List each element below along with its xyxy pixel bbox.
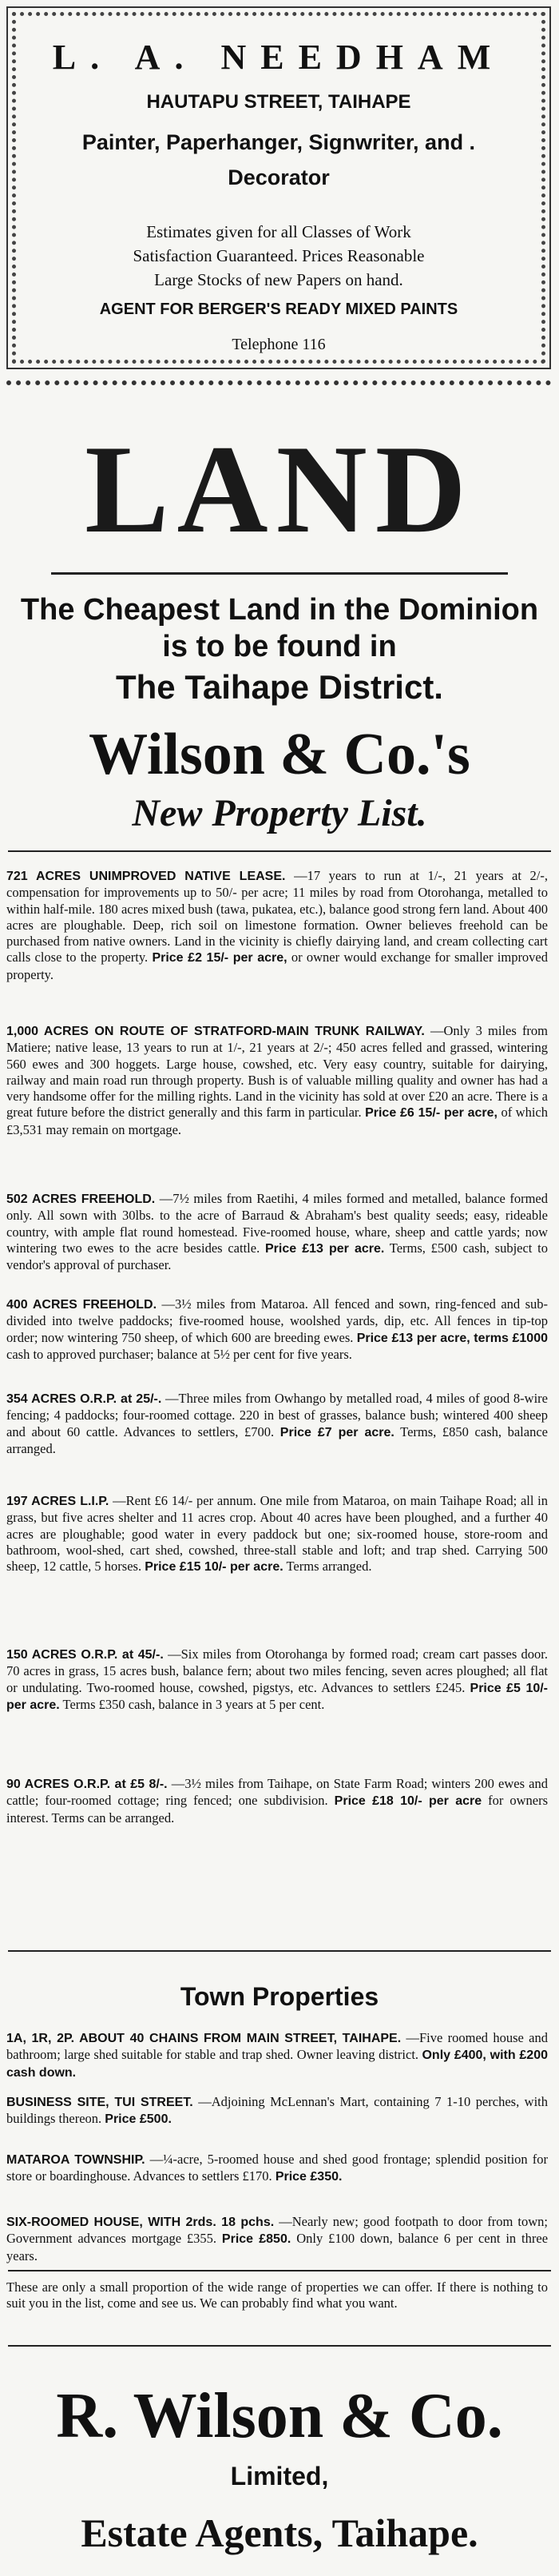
listing-terms: Terms £350 cash, balance in 3 years at 5 per cent.	[62, 1696, 325, 1712]
listing-terms: Terms, £850 cash, balance arranged.	[6, 1423, 548, 1456]
listing-heading: 1A, 1R, 2P. ABOUT 40 CHAINS FROM MAIN STREET, TAIHAPE.	[6, 2032, 402, 2045]
property-listing	[6, 1493, 548, 1575]
section-rule	[8, 2345, 551, 2347]
property-listing	[6, 1391, 548, 1457]
ad-divider	[6, 380, 551, 385]
wilson-firm-heading: Wilson & Co.'s	[89, 722, 470, 787]
needham-advertisement	[6, 6, 551, 369]
land-headline: LAND	[85, 420, 474, 559]
subhead-line1: The Cheapest Land in the Dominion	[20, 593, 539, 627]
listing-heading: 90 ACRES O.R.P. at £5 8/-.	[6, 1778, 168, 1791]
needham-telephone: Telephone 116	[232, 336, 326, 353]
property-listing	[6, 1296, 548, 1363]
cheapest-land-subhead	[0, 591, 559, 665]
listing-heading: 354 ACRES O.R.P. at 25/-.	[6, 1392, 162, 1406]
property-listing	[6, 1191, 548, 1273]
needham-street: HAUTAPU STREET, TAIHAPE	[146, 91, 411, 113]
listing-price: Price £13 per acre, terms £1000	[356, 1331, 548, 1345]
listing-heading: 502 ACRES FREEHOLD.	[6, 1192, 156, 1206]
footer-tagline: Estate Agents, Taihape.	[81, 2510, 478, 2555]
town-listing	[6, 2214, 548, 2264]
listing-heading: SIX-ROOMED HOUSE, WITH 2rds. 18 pchs.	[6, 2216, 275, 2229]
listing-text: —Adjoining McLennan's Mart, containing 7 1-10 perches, with buildings thereon.	[6, 2094, 549, 2127]
needham-stocks: Large Stocks of new Papers on hand.	[154, 270, 403, 289]
listing-heading: MATAROA TOWNSHIP.	[6, 2153, 145, 2167]
property-listing	[6, 868, 548, 983]
listing-terms: cash to approved purchaser; balance at 5½ per cent for five years.	[6, 1346, 352, 1362]
listing-text: —Three miles from Owhango by metalled road, 4 miles of good 8-wire fencing; 4 paddocks; four-roomed cottage. 220 in best of grasses, balance bush; wintered 400 sheep and about 60 cattle. Advances to settlers, £700.	[6, 1391, 548, 1439]
town-listing	[6, 2030, 548, 2081]
listing-price: Price £7 per acre.	[280, 1425, 394, 1439]
closing-note: These are only a small proportion of the wide range of properties we can offer. If there is nothing to suit you in the list, come and see us. We can probably find what you want.	[6, 2279, 548, 2311]
town-properties-heading: Town Properties	[180, 1982, 379, 2011]
listing-terms: for owners interest. Terms can be arranged.	[6, 1793, 549, 1825]
listing-text: —Only 3 miles from Matiere; native lease, 13 years to run at 1/-, 21 years at 2/-; 450 acres felled and grassed, wintering 560 ewes and 300 hoggets. Large house, cowshed, etc. Very easy country, suitable for dairying, railway and main road run through property. Bush is of valuable milling quality and owner has had a very handsome offer for the milling rights. Land in the vicinity has sold at over £20 an acre. There is a great future before the district generally and this farm in particular.	[6, 1023, 549, 1121]
needham-estimates: Estimates given for all Classes of Work	[146, 222, 411, 241]
needham-name: L. A. NEEDHAM	[52, 38, 505, 77]
subhead-line2: is to be found in	[162, 630, 397, 663]
listing-terms: or owner would exchange for smaller improved property.	[6, 950, 549, 982]
listing-price: Price £850.	[221, 2232, 291, 2247]
needham-satisfaction: Satisfaction Guaranteed. Prices Reasonable	[133, 246, 425, 265]
listing-text: —Nearly new; good footpath to door from town; Government advances mortgage £355.	[6, 2214, 549, 2247]
listing-text: —Six miles from Otorohanga by formed road; cream cart passes door. 70 acres in grass, 15 acres bush, balance fern; about two miles fencing, seven acres ploughed; all flat or undulating. Two-roomed house, cowshed, pigstys, etc. Advances to settlers £245.	[6, 1646, 549, 1695]
listing-price: Only £400, with £200 cash down.	[6, 2048, 548, 2080]
listing-price: Price £500.	[105, 2112, 172, 2127]
town-listing	[6, 2152, 548, 2186]
listing-price: Price £6 15/- per acre,	[365, 1106, 498, 1121]
property-listing	[6, 1646, 548, 1714]
needham-agent: AGENT FOR BERGER'S READY MIXED PAINTS	[99, 301, 458, 318]
listing-price: Price £18 10/- per acre	[334, 1794, 482, 1809]
listing-price: Price £15 10/- per acre.	[145, 1560, 283, 1575]
listing-price: Price £5 10/- per acre.	[6, 1681, 549, 1712]
listing-heading: 400 ACRES FREEHOLD.	[6, 1298, 157, 1312]
section-rule	[8, 1950, 551, 1952]
listing-text: —17 years to run at 1/-, 21 years at 2/-, compensation for improvements up to 50/- per acre; 11 miles by road from Otorohanga, metalled to within half-mile. 180 acres mixed bush (tawa, pukatea, etc.), balance good strong fern land. About 400 acres are ploughable. Deep, rich soil on limestone formation. Owner believes freehold can be purchased from native owners. Land in the vicinity is chiefly dairying land, and cream collecting cart calls close to the property.	[6, 868, 549, 966]
listing-price: Price £350.	[275, 2170, 343, 2184]
needham-trade	[8, 125, 549, 195]
property-listing	[6, 1776, 548, 1826]
property-list-title: New Property List.	[132, 792, 427, 834]
listing-heading: 1,000 ACRES ON ROUTE OF STRATFORD-MAIN TRUNK RAILWAY.	[6, 1025, 425, 1038]
listing-text: —Rent £6 14/- per annum. One mile from Mataroa, on main Taihape Road; all in grass, but five acres shelter and 11 acres crop. About 40 acres have been ploughed, and a further 40 acres are ploughable; good water in every paddock but one; six-roomed house, store-room and bathroom, wool-shed, cart shed, cowshed, three-stall stable and loft; and trap shed. Carrying 500 sheep, 12 cattle, 5 horses.	[6, 1493, 549, 1575]
listing-text: —3½ miles from Mataroa. All fenced and sown, ring-fenced and sub-divided into twelve paddocks; five-roomed house, woolshed yards, dip, etc. All fences in tip-top order; now wintering 750 sheep, of which 600 are breeding ewes.	[6, 1296, 549, 1345]
listing-terms: Terms, £500 cash, subject to vendor's approval of purchaser.	[6, 1240, 548, 1273]
headline-rule	[51, 572, 508, 575]
footer-limited: Limited,	[230, 2462, 329, 2490]
listing-text: —Five roomed house and bathroom; large shed suitable for stable and trap shed. Owner leaving district.	[6, 2030, 549, 2063]
listing-text: —7½ miles from Raetihi, 4 miles formed and metalled, balance formed only. All sown with 30lbs. to the acre of Barraud & Abraham's best quality seeds; easy, rideable country, with ample flat round homestead. Five-roomed house, whare, sheep and cattle yards; now wintering two ewes to the acre besides cattle.	[6, 1191, 548, 1256]
needham-trade-line2: Decorator	[228, 165, 330, 189]
listing-terms: Only £100 down, balance 6 per cent in three years.	[6, 2231, 549, 2263]
listing-heading: 197 ACRES L.I.P.	[6, 1495, 109, 1508]
listing-terms: Terms arranged.	[286, 1559, 372, 1575]
footer-firm-name: R. Wilson & Co.	[56, 2381, 503, 2451]
listing-heading: 150 ACRES O.R.P. at 45/-.	[6, 1648, 164, 1662]
listing-terms: of which £3,531 may remain on mortgage.	[6, 1105, 549, 1137]
needham-trade-line1: Painter, Paperhanger, Signwriter, and .	[81, 130, 476, 154]
listing-heading: BUSINESS SITE, TUI STREET.	[6, 2096, 193, 2109]
listing-text: —3½ miles from Taihape, on State Farm Road; winters 200 ewes and cattle; four-roomed cottage; ring fenced; one subdivision.	[6, 1776, 548, 1809]
property-listing	[6, 1023, 548, 1138]
section-rule	[8, 2270, 551, 2271]
section-rule	[8, 850, 551, 852]
listing-heading: 721 ACRES UNIMPROVED NATIVE LEASE.	[6, 870, 286, 883]
town-listing	[6, 2094, 548, 2128]
listing-text: —¼-acre, 5-roomed house and shed good frontage; splendid position for store or boardinghouse. Advances to settlers £170.	[6, 2152, 548, 2184]
listing-price: Price £2 15/- per acre,	[152, 951, 287, 966]
district-heading: The Taihape District.	[116, 668, 443, 706]
listing-price: Price £13 per acre.	[264, 1241, 385, 1256]
